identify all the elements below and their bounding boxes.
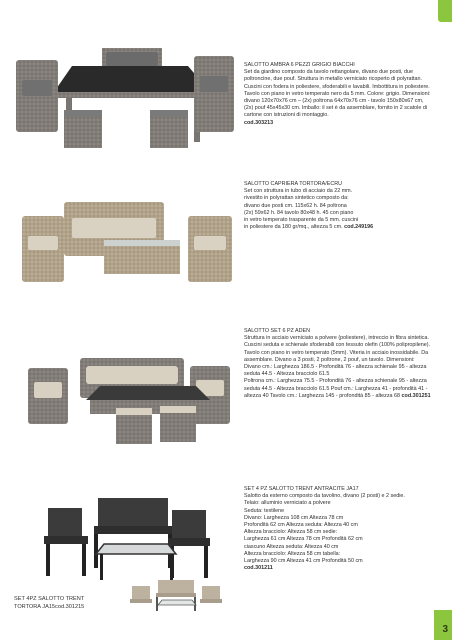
product-code: cod.301211 [244,565,273,572]
caption-text: SET 4PZ SALOTTO TRENT TORTORA JA15 [14,596,85,610]
product-capriera [244,181,432,231]
product-description: Struttura in acciaio verniciato a polvere (poliestere), intreccio in fibra sintetica. Cuscini seduta e schienale sfoderabili con tessuto olefin (100% polipropilene). Tavolo con piano in vetro temperato (5mm). Viteria in acciaio inossidabile. Da assemblare. Divano a 3 posti, 2 poltrone, 2 pouf, un tavolo. Dimensioni: Divano cm.: Larghezza 186.5 - Profondità 76 - altezza schienale 95 - altezza seduta 44.5 - Altezza bracciolo 61.5 Poltrona cm.: Larghezza 75.5 - Profondità 76 - altezza schienale 95 - altezza seduta 44.5 - Altezza bracciolo 61.5 Pouf cm.: Larghezza 41 - profondità 41 - altezza 40 Tavolo cm.: Larghezza 145 - profondità 85 - altezza 68 [244,335,431,399]
caption-trent-tortora [14,596,84,611]
corner-tab [438,0,452,22]
product-photo-aden [20,352,234,448]
product-description: Set da giardino composto da tavolo rettangolare, divano due posti, due poltroncine, due pouf. Struttura in metallo verniciato ricoperto di polyrattan. Cuscini con fodera in poliestere, sfoderabili e lavabili. Imbottitura in poliestere. Tavolo con piano in vetro temperato nero da 5 mm. Colore: grigio. Dimensioni: divano 120x70x76 cm – (2x) poltrona 64x70x76 cm - tavolo 150x80x67 cm, (2x) pouf 45x45x30 cm. Imballo: il set è da assemblare, fornito in 2 scatole di cartone con istruzioni di montaggio. [244,69,431,119]
product-description: Salotto da esterno composto da tavolino, divano (2 posti) e 2 sedie. Telaio: alluminio verniciato a polvere Seduta: textilene Divano: Larghezza 108 cm Altezza 78 cm Profondità 62 cm Altezza seduta: Altezza 40 cm Altezza bracciolo: Altezza 58 cm sedie: Larghezza 61 cm Altezza 78 cm Profondità 62 cm ciascuno Altezza seduta: Altezza 40 cm Altezza bracciolo: Altezza 58 cm tabella: Larghezza 90 cm Altezza 41 cm Profondità 50 cm [244,493,405,565]
product-title: SET 4 PZ SALOTTO TRENT ANTRACITE JA17 [244,486,359,492]
product-photo-capriera [20,198,234,290]
product-description: Set con struttura in tubo di acciaio da 22 mm. rivestito in polyrattan sintetico composto da: divano due posti cm. 115x62 h. 84 poltrona (2x) 59x62 h. 84 tavolo 80x48 h. 45 con piano in vetro temperato trasparente da 5 mm. cuscini in poliestere da 180 gr/mq., altezza 5 cm. [244,188,359,231]
product-title: SALOTTO SET 6 PZ ADEN [244,328,311,334]
page-number: 3 [442,624,448,635]
caption-code: cod.301215 [55,603,85,610]
product-photo-ambra [10,40,238,158]
product-code: cod.249196 [344,224,374,231]
product-trent-antracite [244,486,432,572]
product-photo-trent-antracite [42,496,212,588]
product-ambra [244,62,432,127]
product-aden [244,328,432,400]
product-photo-trent-tortora [128,578,224,614]
product-title: SALOTTO CAPRIERA TORTORA/ECRU [244,181,343,187]
product-code: cod.301251 [401,392,431,399]
product-code: cod.303213 [244,119,274,126]
product-title: SALOTTO AMBRA 6 PEZZI GRIGIO BIACCHI [244,62,355,68]
page-number-tab [434,610,452,640]
